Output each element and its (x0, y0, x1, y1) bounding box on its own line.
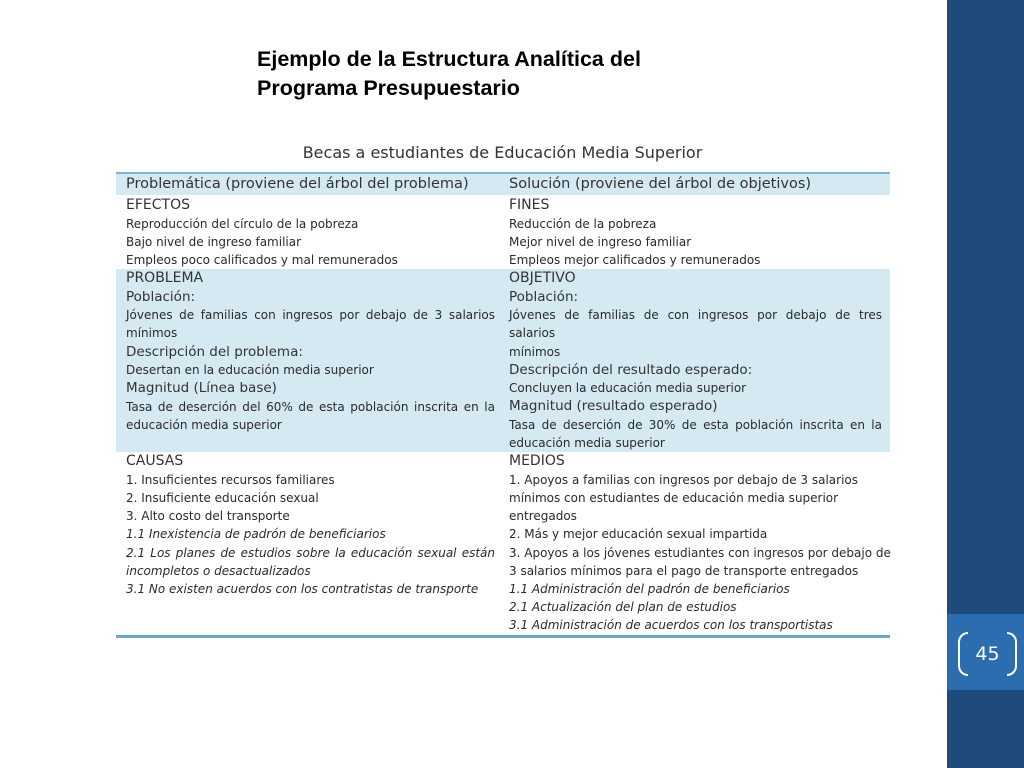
efectos-heading: EFECTOS (126, 197, 190, 213)
magnitud-text: educación media superior (126, 417, 282, 432)
poblacion-text: Jóvenes de familias de con ingresos por debajo de tres salarios (509, 308, 882, 341)
header-problematica: Problemática (proviene del árbol del problema) (126, 176, 469, 192)
magnitud-text: Tasa de deserción de 30% de esta población inscrita en la (509, 417, 882, 432)
medios-heading: MEDIOS (509, 453, 565, 470)
poblacion-text: mínimos (509, 344, 561, 359)
slide-title-line-1: Ejemplo de la Estructura Analítica del (257, 47, 641, 71)
header-cell-problematica (116, 174, 503, 195)
efectos-item: Reproducción del círculo de la pobreza (126, 216, 359, 231)
medio-item: 1. Apoyos a familias con ingresos por debajo de 3 salarios (509, 472, 859, 487)
submedio-item: 3.1 Administración de acuerdos con los transportistas (509, 618, 833, 633)
subcausa-item: 2.1 Los planes de estudios sobre la educación sexual están (126, 545, 495, 560)
subcausa-item: 3.1 No existen acuerdos con los contratistas de transporte (126, 582, 479, 597)
magnitud-text: Tasa de deserción del 60% de esta población inscrita en la (126, 399, 495, 414)
poblacion-label: Población: (509, 288, 579, 305)
poblacion-text: mínimos (126, 326, 178, 341)
causas-cell (116, 452, 503, 634)
magnitud-label: Magnitud (Línea base) (126, 380, 277, 397)
fines-heading: FINES (509, 197, 550, 213)
poblacion-text: Jóvenes de familias con ingresos por debajo de 3 salarios (126, 308, 495, 323)
descripcion-resultado-text: Concluyen la educación media superior (509, 381, 747, 396)
medios-cell (503, 452, 890, 634)
objetivo-cell (503, 269, 890, 452)
slide-title (257, 45, 777, 103)
submedio-item: 1.1 Administración del padrón de beneficiarios (509, 582, 790, 597)
fines-item: Empleos mejor calificados y remunerados (509, 252, 761, 267)
poblacion-label: Población: (126, 288, 196, 305)
page-number-box (958, 632, 1017, 676)
subcausa-item: incompletos o desactualizados (126, 563, 311, 578)
medio-item: 3. Apoyos a los jóvenes estudiantes con ingresos por debajo de (509, 545, 891, 560)
descripcion-resultado-label: Descripción del resultado esperado: (509, 361, 753, 378)
descripcion-label: Descripción del problema: (126, 343, 303, 360)
medio-item: mínimos con estudiantes de educación media superior (509, 491, 839, 506)
medio-item: entregados (509, 509, 577, 524)
causa-item: 1. Insuficientes recursos familiares (126, 472, 335, 487)
magnitud-text: educación media superior (509, 436, 665, 451)
causa-item: 2. Insuficiente educación sexual (126, 491, 319, 506)
medio-item: 2. Más y mejor educación sexual impartida (509, 527, 768, 542)
page-number-band (947, 614, 1024, 690)
subcausa-item: 1.1 Inexistencia de padrón de beneficiarios (126, 527, 386, 542)
efectos-fines-row (116, 196, 890, 269)
fines-cell (503, 196, 890, 269)
slide-title-line-2: Programa Presupuestario (257, 76, 520, 100)
causas-medios-row (116, 452, 890, 634)
analytic-structure-table (116, 172, 890, 638)
page-number: 45 (975, 643, 1000, 665)
descripcion-text: Desertan en la educación media superior (126, 363, 374, 378)
magnitud-label: Magnitud (resultado esperado) (509, 398, 718, 415)
efectos-cell (116, 196, 503, 269)
causa-item: 3. Alto costo del transporte (126, 509, 290, 524)
efectos-item: Empleos poco calificados y mal remunerados (126, 252, 398, 267)
efectos-item: Bajo nivel de ingreso familiar (126, 234, 302, 249)
right-sidebar (947, 0, 1024, 768)
submedio-item: 2.1 Actualización del plan de estudios (509, 600, 737, 615)
table-header-row (116, 174, 890, 196)
problema-objetivo-row (116, 269, 890, 452)
objetivo-heading: OBJETIVO (509, 270, 576, 287)
problema-cell (116, 269, 503, 452)
fines-item: Reducción de la pobreza (509, 216, 657, 231)
table-title: Becas a estudiantes de Educación Media Superior (302, 143, 703, 162)
fines-item: Mejor nivel de ingreso familiar (509, 234, 692, 249)
causas-heading: CAUSAS (126, 453, 184, 470)
problema-heading: PROBLEMA (126, 270, 204, 287)
header-cell-solucion (503, 174, 890, 195)
header-solucion: Solución (proviene del árbol de objetivos) (509, 176, 812, 192)
medio-item: 3 salarios mínimos para el pago de transporte entregados (509, 563, 859, 578)
